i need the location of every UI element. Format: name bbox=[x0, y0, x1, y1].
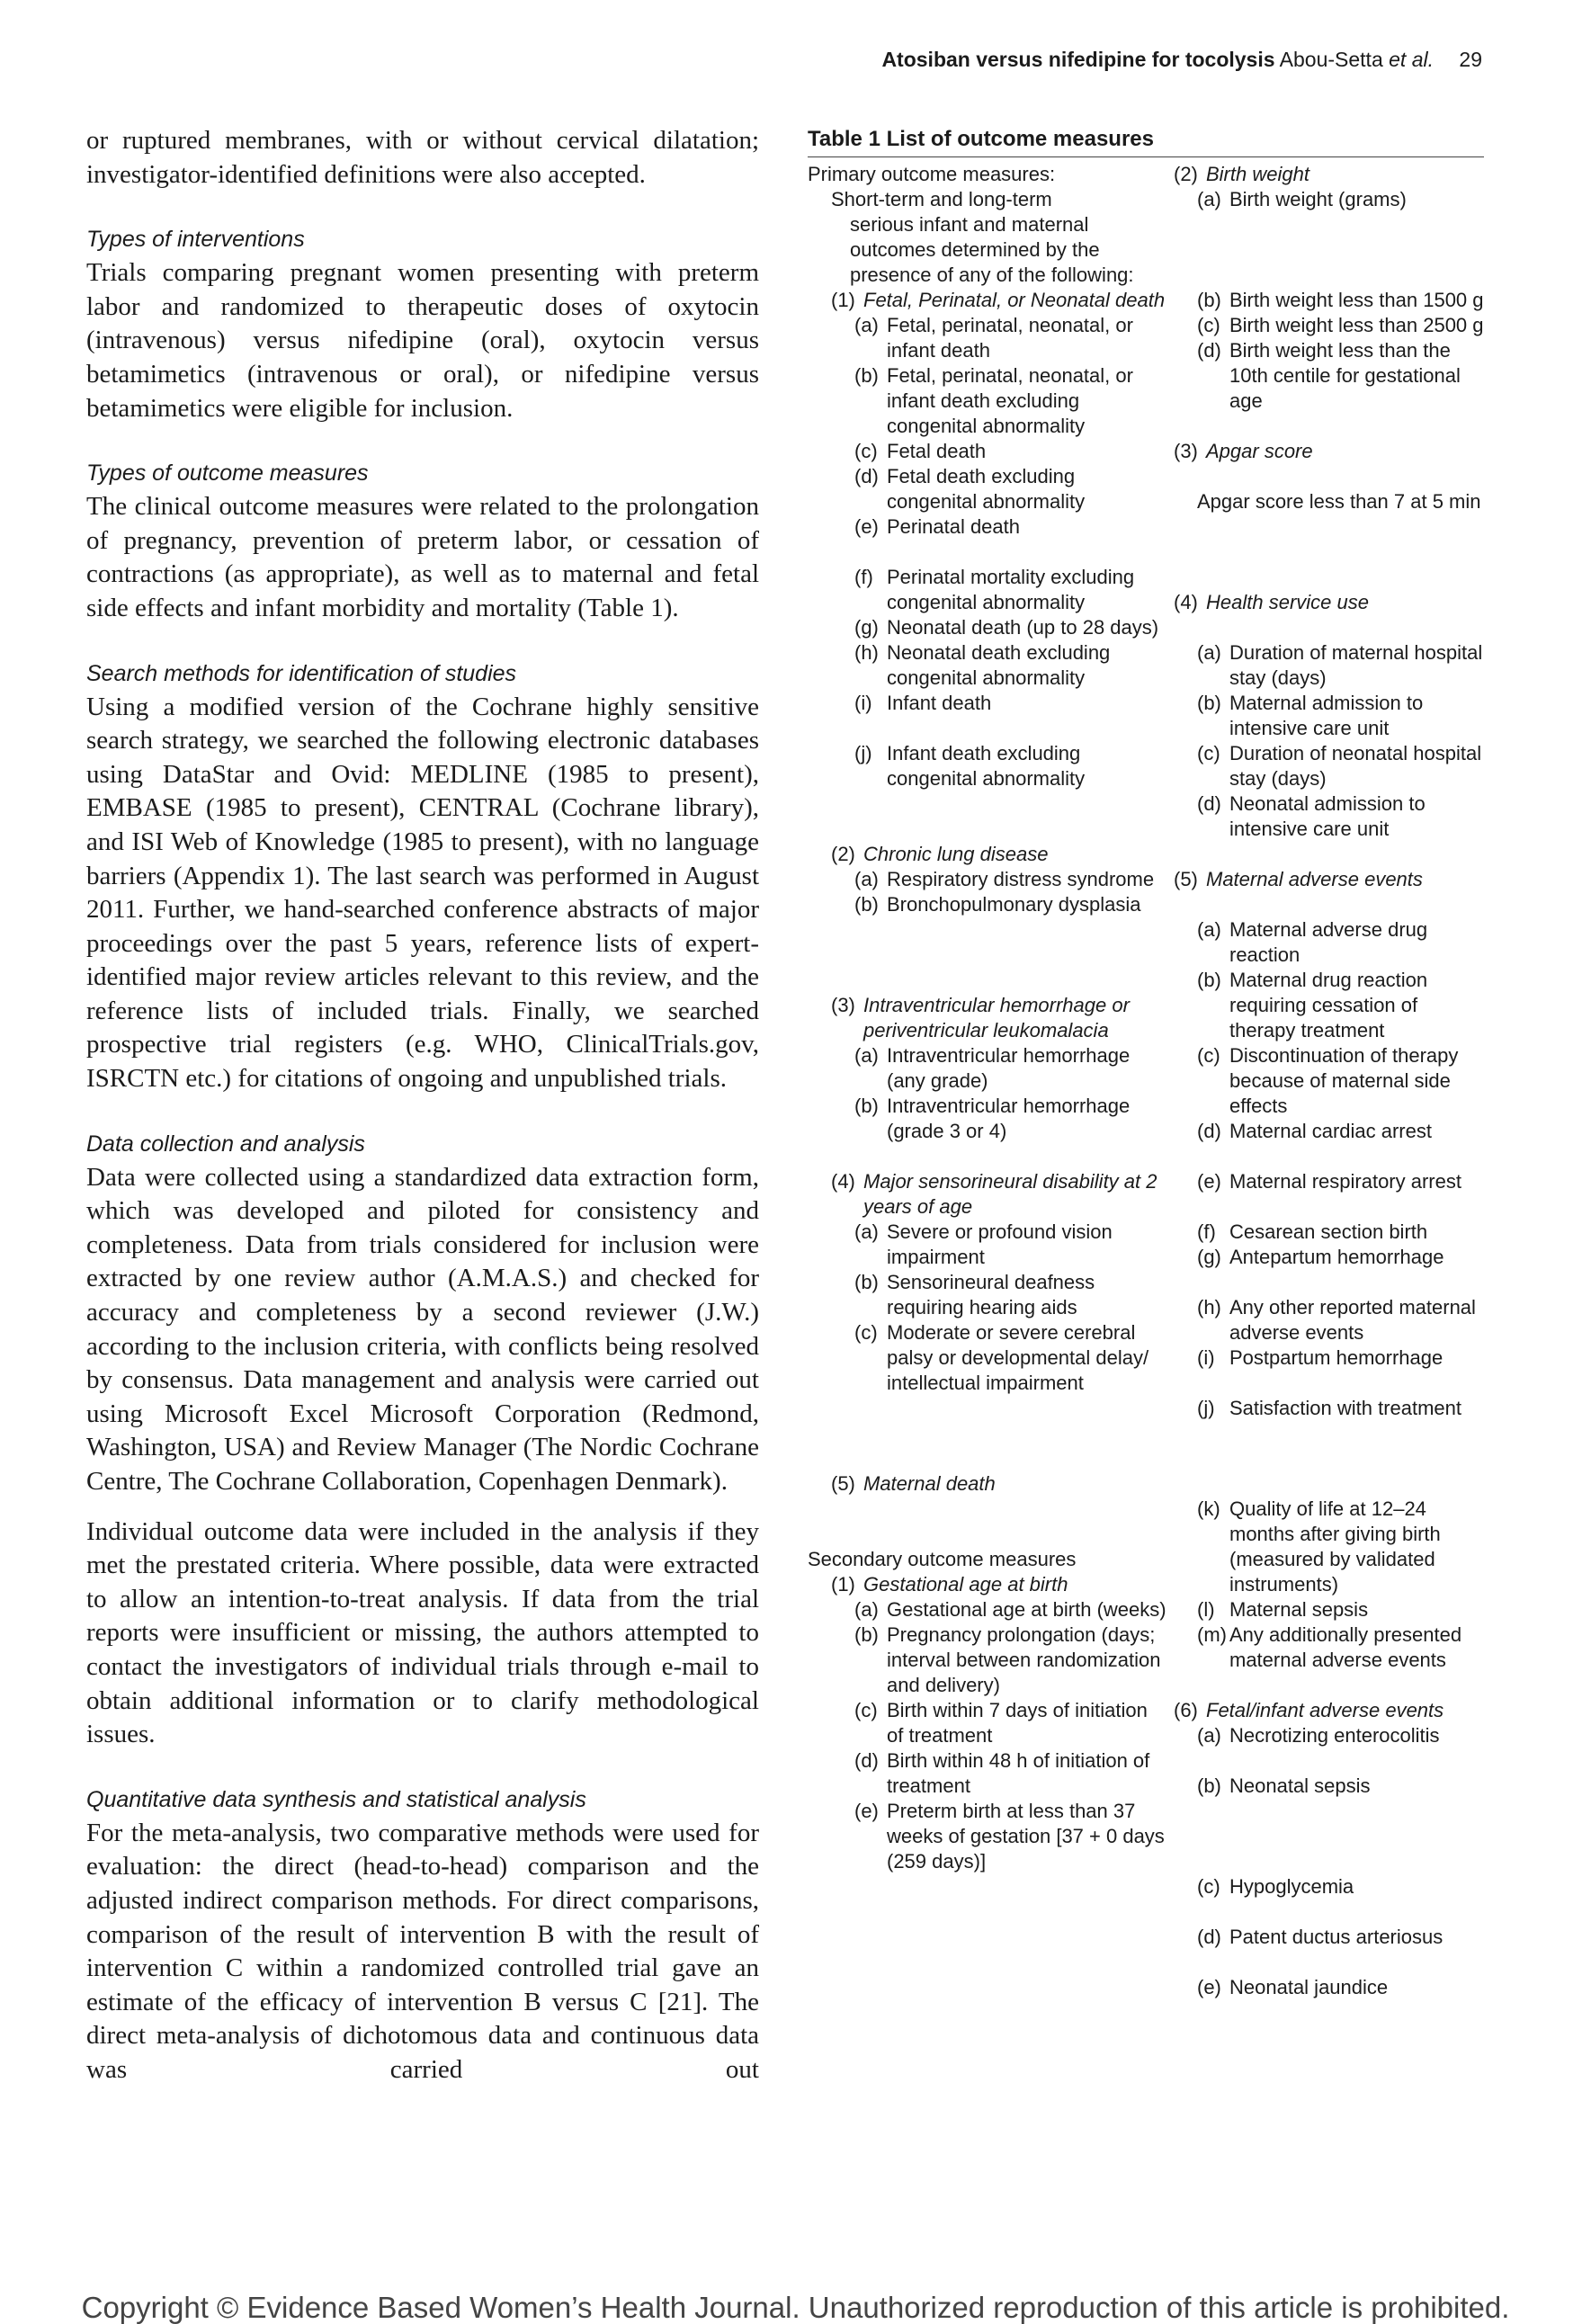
table-item-text: Birth weight less than 1500 g bbox=[1229, 289, 1484, 311]
running-etal: et al. bbox=[1389, 48, 1435, 71]
paragraph-outcomes: The clinical outcome measures were related to the prolongation of pregnancy, prevention of preterm labor, or cessation of contractions (as appropriate), as well as to maternal and fetal side effects and infant morbidity and mortality (Table 1). bbox=[86, 492, 759, 622]
table-item-label: (c) bbox=[854, 440, 878, 462]
table-spacer bbox=[1174, 1849, 1484, 1874]
table-item bbox=[808, 313, 1167, 363]
table-item-label: (a) bbox=[1197, 918, 1221, 941]
table-item-text: Maternal death bbox=[863, 1472, 996, 1495]
table-item-text: serious infant and maternal outcomes determined by the presence of any of the following: bbox=[850, 213, 1134, 286]
table-item-label: (f) bbox=[854, 566, 873, 588]
paragraph-individual-outcome: Individual outcome data were included in the analysis if they met the prestated criteria. Where possible, data were extracted to allow an intention-to-treat analysis. If data from the trial reports were insufficient or missing, the authors attempted to contact the investigators of individual trials through e-mail to obtain additional information or to clarify methodological issues. bbox=[86, 1516, 759, 1749]
table-item bbox=[1174, 338, 1484, 414]
table-item-label: (e) bbox=[854, 1800, 879, 1822]
table-item-text: Fetal death excluding congenital abnormality bbox=[887, 465, 1086, 513]
table-item bbox=[808, 464, 1167, 514]
table-spacer bbox=[1174, 1194, 1484, 1220]
table-item-label: (6) bbox=[1174, 1699, 1198, 1721]
table-item-text: Duration of neonatal hospital stay (days) bbox=[1229, 742, 1482, 790]
table-item bbox=[1174, 187, 1484, 212]
table-item bbox=[1174, 1169, 1484, 1194]
table-spacer bbox=[1174, 1950, 1484, 1975]
table-item-text: Any other reported maternal adverse events bbox=[1229, 1296, 1476, 1344]
table-item-text: Birth within 7 days of initiation of treatment bbox=[887, 1699, 1148, 1747]
table-item bbox=[1174, 313, 1484, 338]
table-item-text: Bronchopulmonary dysplasia bbox=[887, 893, 1141, 916]
table-item-label: (b) bbox=[854, 893, 879, 916]
table-item-text: Health service use bbox=[1206, 591, 1369, 613]
paragraph-interventions: Trials comparing pregnant women presenting with preterm labor and randomized to therapeutic doses of oxytocin (intravenous) versus nifedipine (oral), oxytocin versus betamimetics (intravenous or oral), or nifedipine versus betamimetics were eligible for inclusion. bbox=[86, 258, 759, 423]
table-spacer bbox=[1174, 1270, 1484, 1295]
table-item bbox=[808, 867, 1167, 892]
table-spacer bbox=[808, 817, 1167, 842]
table-item bbox=[1174, 640, 1484, 691]
table-item-label: (a) bbox=[1197, 641, 1221, 664]
paragraph-continuation: or ruptured membranes, with or without cervical dilatation; investigator-identified definitions were also accepted. bbox=[86, 126, 759, 189]
table-item-label: (b) bbox=[1197, 969, 1221, 991]
table-item bbox=[808, 1799, 1167, 1874]
table-spacer bbox=[808, 943, 1167, 968]
table-item-text: Pregnancy prolongation (days; interval between randomization and delivery) bbox=[887, 1623, 1161, 1696]
table-item bbox=[808, 1220, 1167, 1270]
table-item-label: (d) bbox=[854, 1749, 879, 1772]
table-item-label: (d) bbox=[854, 465, 879, 487]
table-item-label: (e) bbox=[1197, 1170, 1221, 1193]
left-column bbox=[86, 124, 759, 2087]
table-item bbox=[808, 1597, 1167, 1622]
table-item-text: Intraventricular hemorrhage or periventricular leukomalacia bbox=[863, 994, 1130, 1041]
table-item-label: (h) bbox=[1197, 1296, 1221, 1318]
table-spacer bbox=[1174, 1446, 1484, 1471]
table-item-label: (e) bbox=[854, 515, 879, 538]
table-item-label: (b) bbox=[854, 1095, 879, 1117]
table-item-label: (1) bbox=[831, 289, 855, 311]
table-item-label: (h) bbox=[854, 641, 879, 664]
table-item-text: Neonatal death excluding congenital abnormality bbox=[887, 641, 1111, 689]
table-category bbox=[808, 993, 1167, 1043]
table-spacer bbox=[808, 968, 1167, 993]
table-category bbox=[808, 1471, 1167, 1497]
table-column-left bbox=[808, 162, 1167, 1874]
outcome-measures-table bbox=[808, 126, 1484, 1998]
table-item bbox=[808, 162, 1167, 187]
table-item-label: (3) bbox=[831, 994, 855, 1016]
table-item-text: Birth weight less than the 10th centile for gestational age bbox=[1229, 339, 1461, 412]
table-spacer bbox=[1174, 263, 1484, 288]
table-item-text: Antepartum hemorrhage bbox=[1229, 1246, 1444, 1268]
table-item bbox=[808, 439, 1167, 464]
table-item-text: Respiratory distress syndrome bbox=[887, 868, 1155, 890]
table-item-label: (a) bbox=[1197, 188, 1221, 210]
heading-types-of-interventions: Types of interventions bbox=[86, 227, 305, 253]
table-item bbox=[1174, 1774, 1484, 1799]
page-number: 29 bbox=[1459, 48, 1482, 71]
table-item bbox=[1174, 1345, 1484, 1371]
table-item-label: (3) bbox=[1174, 440, 1198, 462]
table-item-label: (g) bbox=[1197, 1246, 1221, 1268]
table-item bbox=[808, 565, 1167, 615]
table-item-text: Infant death excluding congenital abnormality bbox=[887, 742, 1086, 790]
table-item bbox=[1174, 1220, 1484, 1245]
table-item-text: Perinatal mortality excluding congenital abnormality bbox=[887, 566, 1135, 613]
table-item-label: (c) bbox=[854, 1321, 878, 1344]
table-item-text: Birth weight bbox=[1206, 163, 1309, 185]
table-item-text: Quality of life at 12–24 months after giving birth (measured by validated instruments) bbox=[1229, 1497, 1441, 1596]
table-column-right bbox=[1174, 162, 1484, 2000]
table-item-text: Maternal adverse events bbox=[1206, 868, 1423, 890]
table-spacer bbox=[808, 1396, 1167, 1421]
table-item-label: (d) bbox=[1197, 792, 1221, 815]
table-item-label: (b) bbox=[1197, 1774, 1221, 1797]
table-item-text: Infant death bbox=[887, 692, 992, 714]
heading-search-methods: Search methods for identification of studies bbox=[86, 660, 517, 686]
paragraph-data-collection: Data were collected using a standardized data extraction form, which was developed and piloted for consistency and completeness. Data from trials considered for inclusion were extracted by one review author (A.M.A.S.) and checked for accuracy and completeness by a second reviewer (J.W.) according to the inclusion criteria, with conflicts being resolved by consensus. Data management and analysis were carried out using Microsoft Excel Microsoft Corporation (Redmond, Washington, USA) and Review Manager (The Nordic Cochrane Centre, The Cochrane Collaboration, Copenhagen Denmark). bbox=[86, 1162, 759, 1496]
table-item bbox=[1174, 1396, 1484, 1421]
table-item-label: (k) bbox=[1197, 1497, 1220, 1520]
table-spacer bbox=[808, 716, 1167, 741]
table-spacer bbox=[1174, 414, 1484, 439]
table-item-label: (b) bbox=[1197, 289, 1221, 311]
table-spacer bbox=[808, 1446, 1167, 1471]
table-item bbox=[808, 1748, 1167, 1799]
table-item bbox=[808, 363, 1167, 439]
table-item bbox=[808, 1622, 1167, 1698]
table-item bbox=[1174, 1597, 1484, 1622]
table-category bbox=[1174, 590, 1484, 615]
table-spacer bbox=[1174, 1748, 1484, 1774]
table-item-label: (b) bbox=[854, 1271, 879, 1293]
table-item bbox=[1174, 1295, 1484, 1345]
table-item-text: Fetal, perinatal, neonatal, or infant death excluding congenital abnormality bbox=[887, 364, 1133, 437]
table-item bbox=[808, 1547, 1167, 1572]
table-spacer bbox=[1174, 237, 1484, 263]
table-item-text: Postpartum hemorrhage bbox=[1229, 1346, 1444, 1369]
table-item-text: Birth within 48 h of initiation of treatment bbox=[887, 1749, 1150, 1797]
table-item-text: Short-term and long-term bbox=[831, 188, 1052, 210]
table-item-text: Fetal, Perinatal, or Neonatal death bbox=[863, 289, 1166, 311]
table-category bbox=[808, 288, 1167, 313]
table-item-text: Birth weight (grams) bbox=[1229, 188, 1407, 210]
table-item-text: Maternal sepsis bbox=[1229, 1598, 1369, 1621]
table-item-text: Gestational age at birth (weeks) bbox=[887, 1598, 1166, 1621]
table-item-text: Fetal/infant adverse events bbox=[1206, 1699, 1444, 1721]
table-item-text: Any additionally presented maternal adverse events bbox=[1229, 1623, 1462, 1671]
table-item-text: Necrotizing enterocolitis bbox=[1229, 1724, 1440, 1747]
table-item-label: (4) bbox=[1174, 591, 1198, 613]
table-item bbox=[808, 640, 1167, 691]
table-item-label: (5) bbox=[831, 1472, 855, 1495]
table-item-label: (j) bbox=[854, 742, 872, 764]
table-spacer bbox=[1174, 615, 1484, 640]
table-item-text: Severe or profound vision impairment bbox=[887, 1220, 1113, 1268]
table-item-label: (2) bbox=[831, 843, 855, 865]
table-item-text: Birth weight less than 2500 g bbox=[1229, 314, 1484, 336]
table-spacer bbox=[1174, 1471, 1484, 1497]
table-item-label: (f) bbox=[1197, 1220, 1216, 1243]
table-item-text: Sensorineural deafness requiring hearing aids bbox=[887, 1271, 1095, 1318]
table-item-text: Moderate or severe cerebral palsy or developmental delay/ intellectual impairment bbox=[887, 1321, 1149, 1394]
table-item bbox=[808, 514, 1167, 540]
table-item-text: Primary outcome measures: bbox=[808, 163, 1056, 185]
table-item-label: (a) bbox=[854, 1220, 879, 1243]
table-item bbox=[1174, 917, 1484, 968]
table-item-label: (j) bbox=[1197, 1397, 1215, 1419]
table-spacer bbox=[1174, 1673, 1484, 1698]
table-item-label: (a) bbox=[854, 1598, 879, 1621]
table-category bbox=[1174, 439, 1484, 464]
table-spacer bbox=[808, 791, 1167, 817]
table-item bbox=[808, 1270, 1167, 1320]
table-category bbox=[808, 1572, 1167, 1597]
table-item-text: Discontinuation of therapy because of maternal side effects bbox=[1229, 1044, 1459, 1117]
table-spacer bbox=[1174, 464, 1484, 489]
table-item bbox=[1174, 489, 1484, 514]
table-item bbox=[808, 1698, 1167, 1748]
table-item bbox=[1174, 1245, 1484, 1270]
table-item-label: (i) bbox=[854, 692, 872, 714]
table-item-label: (m) bbox=[1197, 1623, 1227, 1646]
running-header bbox=[0, 48, 1482, 72]
table-spacer bbox=[808, 1421, 1167, 1446]
table-spacer bbox=[808, 1144, 1167, 1169]
table-spacer bbox=[1174, 212, 1484, 237]
table-item-label: (c) bbox=[1197, 742, 1220, 764]
table-item bbox=[1174, 741, 1484, 791]
paragraph-quantitative-synthesis: For the meta-analysis, two comparative methods were used for evaluation: the direct (head-to-head) comparison and the adjusted indirect comparison methods. For direct comparisons, comparison of the result of intervention B with the result of intervention C within a randomized controlled trial gave an estimate of the efficacy of intervention B versus C [21]. The direct meta-analysis of dichotomous data and continuous data was carried out bbox=[86, 1818, 759, 2084]
table-item-label: (b) bbox=[1197, 692, 1221, 714]
table-spacer bbox=[1174, 514, 1484, 540]
table-item-text: Maternal cardiac arrest bbox=[1229, 1120, 1432, 1142]
table-item-label: (g) bbox=[854, 616, 879, 639]
table-item-label: (c) bbox=[1197, 1044, 1220, 1067]
table-spacer bbox=[1174, 1421, 1484, 1446]
table-item bbox=[1174, 791, 1484, 842]
table-item bbox=[1174, 1723, 1484, 1748]
table-category bbox=[808, 842, 1167, 867]
table-item-label: (i) bbox=[1197, 1346, 1215, 1369]
table-item-text: Major sensorineural disability at 2 years of age bbox=[863, 1170, 1157, 1218]
table-item bbox=[808, 892, 1167, 917]
table-item bbox=[1174, 1043, 1484, 1119]
paragraph-search: Using a modified version of the Cochrane highly sensitive search strategy, we searched the following electronic databases using DataStar and Ovid: MEDLINE (1985 to present), EMBASE (1985 to present), CENTRAL (Cochrane library), and ISI Web of Knowledge (1985 to present), with no language barriers (Appendix 1). The last search was performed in August 2011. Further, we hand-searched conference abstracts of major proceedings over the past 5 years, reference lists of expert-identified major review articles relevant to this review, and the reference lists of included trials. Finally, we searched prospective trial registers (e.g. WHO, ClinicalTrials.gov, ISRCTN etc.) for citations of ongoing and unpublished trials. bbox=[86, 692, 759, 1094]
table-item-label: (1) bbox=[831, 1573, 855, 1596]
table-item bbox=[1174, 1497, 1484, 1597]
table-item-text: Maternal admission to intensive care unit bbox=[1229, 692, 1424, 739]
table-spacer bbox=[1174, 1799, 1484, 1824]
heading-types-of-outcome-measures: Types of outcome measures bbox=[86, 460, 369, 487]
table-item-label: (c) bbox=[1197, 1875, 1220, 1898]
table-item bbox=[808, 615, 1167, 640]
table-item-label: (4) bbox=[831, 1170, 855, 1193]
table-spacer bbox=[1174, 1824, 1484, 1849]
table-item-text: Chronic lung disease bbox=[863, 843, 1049, 865]
table-item-text: Maternal adverse drug reaction bbox=[1229, 918, 1428, 966]
table-item-text: Intraventricular hemorrhage (grade 3 or 4) bbox=[887, 1095, 1131, 1142]
table-item bbox=[1174, 691, 1484, 741]
table-spacer bbox=[808, 1497, 1167, 1522]
heading-quantitative-synthesis: Quantitative data synthesis and statistical analysis bbox=[86, 1786, 586, 1812]
table-item bbox=[808, 187, 1167, 212]
table-title: Table 1 List of outcome measures bbox=[808, 126, 1484, 157]
table-spacer bbox=[1174, 842, 1484, 867]
table-item-text: Maternal drug reaction requiring cessation of therapy treatment bbox=[1229, 969, 1428, 1041]
table-spacer bbox=[1174, 892, 1484, 917]
running-authors: Abou-Setta bbox=[1279, 48, 1383, 71]
table-item bbox=[1174, 1925, 1484, 1950]
table-item bbox=[808, 741, 1167, 791]
table-item-label: (2) bbox=[1174, 163, 1198, 185]
table-item-text: Hypoglycemia bbox=[1229, 1875, 1354, 1898]
table-spacer bbox=[1174, 1899, 1484, 1925]
table-item-text: Satisfaction with treatment bbox=[1229, 1397, 1462, 1419]
table-item-text: Secondary outcome measures bbox=[808, 1548, 1077, 1570]
table-spacer bbox=[808, 1522, 1167, 1547]
table-item bbox=[1174, 968, 1484, 1043]
heading-data-collection: Data collection and analysis bbox=[86, 1131, 365, 1157]
table-item-text: Neonatal jaundice bbox=[1229, 1976, 1389, 1998]
table-item bbox=[808, 1043, 1167, 1094]
table-item bbox=[808, 1094, 1167, 1144]
table-item-text: Duration of maternal hospital stay (days) bbox=[1229, 641, 1483, 689]
table-category bbox=[1174, 867, 1484, 892]
table-item-text: Cesarean section birth bbox=[1229, 1220, 1428, 1243]
table-item-label: (a) bbox=[854, 868, 879, 890]
table-item-label: (b) bbox=[854, 364, 879, 387]
table-item-label: (5) bbox=[1174, 868, 1198, 890]
table-item-text: Patent ductus arteriosus bbox=[1229, 1926, 1444, 1948]
table-item-text: Preterm birth at less than 37 weeks of gestation [37 + 0 days (259 days)] bbox=[887, 1800, 1165, 1873]
running-title: Atosiban versus nifedipine for tocolysis bbox=[881, 48, 1275, 71]
table-item-label: (a) bbox=[854, 1044, 879, 1067]
table-item-label: (d) bbox=[1197, 1120, 1221, 1142]
table-item bbox=[1174, 1975, 1484, 2000]
table-item-label: (e) bbox=[1197, 1976, 1221, 1998]
table-spacer bbox=[1174, 540, 1484, 565]
table-item-text: Apgar score less than 7 at 5 min bbox=[1197, 490, 1481, 513]
table-item bbox=[1174, 1119, 1484, 1144]
table-item-text: Neonatal admission to intensive care unit bbox=[1229, 792, 1426, 840]
table-item-text: Apgar score bbox=[1206, 440, 1313, 462]
copyright-notice: Copyright © Evidence Based Women’s Health Journal. Unauthorized reproduction of this article is prohibited. bbox=[81, 2291, 1510, 2324]
table-spacer bbox=[1174, 1371, 1484, 1396]
table-item bbox=[808, 212, 1167, 288]
table-item bbox=[808, 1320, 1167, 1396]
table-item-text: Fetal, perinatal, neonatal, or infant death bbox=[887, 314, 1133, 362]
table-item bbox=[1174, 288, 1484, 313]
table-item-text: Neonatal sepsis bbox=[1229, 1774, 1371, 1797]
table-item-text: Perinatal death bbox=[887, 515, 1020, 538]
table-item-label: (a) bbox=[854, 314, 879, 336]
table-item-label: (c) bbox=[1197, 314, 1220, 336]
table-item bbox=[1174, 1874, 1484, 1899]
table-item bbox=[808, 691, 1167, 716]
table-item-label: (a) bbox=[1197, 1724, 1221, 1747]
table-category bbox=[1174, 162, 1484, 187]
table-spacer bbox=[1174, 565, 1484, 590]
table-spacer bbox=[808, 917, 1167, 943]
table-spacer bbox=[808, 540, 1167, 565]
table-item-label: (d) bbox=[1197, 339, 1221, 362]
table-spacer bbox=[1174, 1144, 1484, 1169]
table-item-text: Fetal death bbox=[887, 440, 987, 462]
table-item-label: (c) bbox=[854, 1699, 878, 1721]
table-item-text: Intraventricular hemorrhage (any grade) bbox=[887, 1044, 1131, 1092]
table-category bbox=[808, 1169, 1167, 1220]
table-item-text: Maternal respiratory arrest bbox=[1229, 1170, 1461, 1193]
table-item-label: (d) bbox=[1197, 1926, 1221, 1948]
table-category bbox=[1174, 1698, 1484, 1723]
table-item-label: (b) bbox=[854, 1623, 879, 1646]
table-item-label: (l) bbox=[1197, 1598, 1215, 1621]
table-item bbox=[1174, 1622, 1484, 1673]
table-item-text: Gestational age at birth bbox=[863, 1573, 1068, 1596]
table-item-text: Neonatal death (up to 28 days) bbox=[887, 616, 1159, 639]
